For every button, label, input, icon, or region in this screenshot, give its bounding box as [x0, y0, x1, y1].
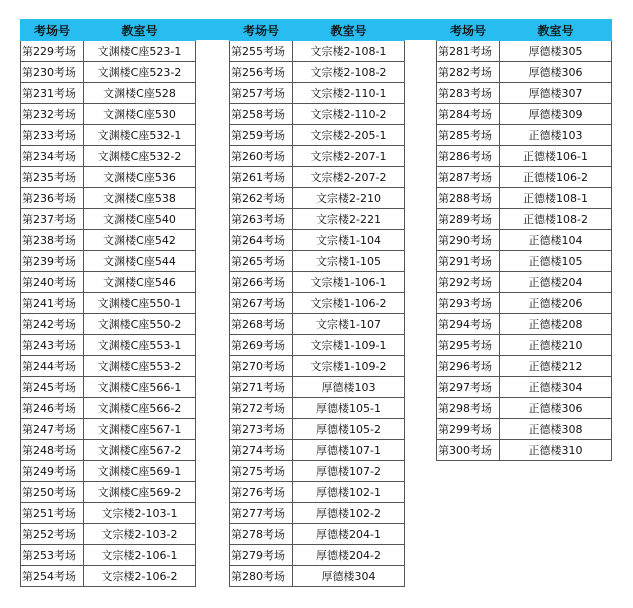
- exam-number-cell: 第258考场: [230, 104, 293, 125]
- table-row: [437, 146, 612, 167]
- classroom-cell: 文渊楼C座566-2: [84, 398, 196, 419]
- exam-number-cell: 第256考场: [230, 62, 293, 83]
- table-row: [21, 62, 196, 83]
- exam-number-cell: 第265考场: [230, 251, 293, 272]
- classroom-cell: 文渊楼C座569-1: [84, 461, 196, 482]
- table-row: [437, 188, 612, 209]
- classroom-cell: 文渊楼C座540: [84, 209, 196, 230]
- table-row: [21, 482, 196, 503]
- exam-number-cell: 第289考场: [437, 209, 500, 230]
- table-row: [437, 209, 612, 230]
- table-row: [230, 272, 405, 293]
- table-row: [21, 251, 196, 272]
- classroom-cell: 正德楼208: [500, 314, 612, 335]
- table-row: [21, 377, 196, 398]
- table-row: [230, 104, 405, 125]
- table-row: [21, 545, 196, 566]
- table-row: [230, 335, 405, 356]
- classroom-cell: 文宗楼1-109-2: [293, 356, 405, 377]
- exam-number-cell: 第283考场: [437, 83, 500, 104]
- exam-number-cell: 第245考场: [21, 377, 84, 398]
- exam-number-cell: 第298考场: [437, 398, 500, 419]
- classroom-cell: 文渊楼C座532-2: [84, 146, 196, 167]
- exam-number-cell: 第263考场: [230, 209, 293, 230]
- classroom-cell: 文宗楼2-110-2: [293, 104, 405, 125]
- table-row: [21, 146, 196, 167]
- exam-number-cell: 第278考场: [230, 524, 293, 545]
- classroom-cell: 文宗楼2-108-2: [293, 62, 405, 83]
- exam-number-cell: 第240考场: [21, 272, 84, 293]
- exam-number-cell: 第237考场: [21, 209, 84, 230]
- classroom-cell: 正德楼108-2: [500, 209, 612, 230]
- table-row: [230, 146, 405, 167]
- table-row: [21, 104, 196, 125]
- exam-number-cell: 第299考场: [437, 419, 500, 440]
- classroom-cell: 厚德楼305: [500, 41, 612, 62]
- classroom-cell: 厚德楼105-1: [293, 398, 405, 419]
- table-row: [230, 125, 405, 146]
- exam-number-cell: 第230考场: [21, 62, 84, 83]
- exam-number-cell: 第297考场: [437, 377, 500, 398]
- table-row: [21, 566, 196, 587]
- classroom-cell: 文渊楼C座553-1: [84, 335, 196, 356]
- exam-number-cell: 第250考场: [21, 482, 84, 503]
- table-row: [230, 461, 405, 482]
- exam-number-cell: 第248考场: [21, 440, 84, 461]
- classroom-cell: 文宗楼1-106-2: [293, 293, 405, 314]
- classroom-cell: 正德楼105: [500, 251, 612, 272]
- table-row: [437, 419, 612, 440]
- table-row: [437, 440, 612, 461]
- table-row: [437, 356, 612, 377]
- exam-number-cell: 第249考场: [21, 461, 84, 482]
- classroom-cell: 文渊楼C座528: [84, 83, 196, 104]
- table-row: [437, 377, 612, 398]
- exam-number-cell: 第268考场: [230, 314, 293, 335]
- classroom-cell: 文宗楼1-107: [293, 314, 405, 335]
- classroom-cell: 正德楼104: [500, 230, 612, 251]
- table-row: [21, 230, 196, 251]
- exam-number-cell: 第275考场: [230, 461, 293, 482]
- classroom-cell: 文渊楼C座536: [84, 167, 196, 188]
- header-exam-number: 考场号: [21, 20, 84, 41]
- classroom-cell: 文渊楼C座523-2: [84, 62, 196, 83]
- exam-number-cell: 第277考场: [230, 503, 293, 524]
- table-row: [230, 41, 405, 62]
- exam-number-cell: 第255考场: [230, 41, 293, 62]
- classroom-cell: 文宗楼2-205-1: [293, 125, 405, 146]
- classroom-cell: 厚德楼204-2: [293, 545, 405, 566]
- classroom-cell: 文宗楼1-105: [293, 251, 405, 272]
- exam-number-cell: 第235考场: [21, 167, 84, 188]
- classroom-cell: 厚德楼107-1: [293, 440, 405, 461]
- table-row: [230, 209, 405, 230]
- header-exam-number: 考场号: [230, 20, 293, 41]
- classroom-cell: 文宗楼2-221: [293, 209, 405, 230]
- classroom-cell: 正德楼206: [500, 293, 612, 314]
- classroom-cell: 厚德楼102-2: [293, 503, 405, 524]
- exam-number-cell: 第294考场: [437, 314, 500, 335]
- exam-number-cell: 第282考场: [437, 62, 500, 83]
- table-row: [437, 167, 612, 188]
- classroom-cell: 正德楼108-1: [500, 188, 612, 209]
- classroom-cell: 正德楼212: [500, 356, 612, 377]
- exam-number-cell: 第238考场: [21, 230, 84, 251]
- classroom-cell: 文宗楼1-109-1: [293, 335, 405, 356]
- exam-number-cell: 第239考场: [21, 251, 84, 272]
- exam-number-cell: 第247考场: [21, 419, 84, 440]
- classroom-cell: 文渊楼C座567-1: [84, 419, 196, 440]
- exam-number-cell: 第233考场: [21, 125, 84, 146]
- exam-number-cell: 第290考场: [437, 230, 500, 251]
- exam-number-cell: 第293考场: [437, 293, 500, 314]
- table-row: [230, 188, 405, 209]
- classroom-cell: 文渊楼C座523-1: [84, 41, 196, 62]
- table-row: [230, 419, 405, 440]
- table-row: [21, 125, 196, 146]
- classroom-cell: 文宗楼1-104: [293, 230, 405, 251]
- table-row: [437, 335, 612, 356]
- exam-number-cell: 第292考场: [437, 272, 500, 293]
- classroom-cell: 正德楼210: [500, 335, 612, 356]
- exam-number-cell: 第246考场: [21, 398, 84, 419]
- classroom-cell: 正德楼204: [500, 272, 612, 293]
- table-row: [437, 104, 612, 125]
- exam-number-cell: 第267考场: [230, 293, 293, 314]
- table-row: [230, 251, 405, 272]
- table-row: [437, 62, 612, 83]
- classroom-cell: 厚德楼309: [500, 104, 612, 125]
- classroom-cell: 文宗楼2-103-2: [84, 524, 196, 545]
- exam-number-cell: 第280考场: [230, 566, 293, 587]
- exam-number-cell: 第286考场: [437, 146, 500, 167]
- exam-number-cell: 第273考场: [230, 419, 293, 440]
- table-row: [21, 503, 196, 524]
- classroom-cell: 文渊楼C座538: [84, 188, 196, 209]
- exam-number-cell: 第253考场: [21, 545, 84, 566]
- classroom-cell: 厚德楼304: [293, 566, 405, 587]
- table-row: [437, 83, 612, 104]
- exam-number-cell: 第284考场: [437, 104, 500, 125]
- header-classroom: 教室号: [293, 20, 405, 41]
- table-row: [437, 251, 612, 272]
- table-row: [437, 314, 612, 335]
- table-row: [21, 314, 196, 335]
- table-row: [437, 293, 612, 314]
- classroom-cell: 厚德楼107-2: [293, 461, 405, 482]
- exam-number-cell: 第242考场: [21, 314, 84, 335]
- exam-room-table-1: [20, 19, 196, 587]
- exam-number-cell: 第269考场: [230, 335, 293, 356]
- classroom-cell: 文宗楼2-106-2: [84, 566, 196, 587]
- classroom-cell: 文渊楼C座566-1: [84, 377, 196, 398]
- table-row: [230, 314, 405, 335]
- exam-number-cell: 第257考场: [230, 83, 293, 104]
- classroom-cell: 文宗楼2-106-1: [84, 545, 196, 566]
- table-row: [21, 398, 196, 419]
- exam-number-cell: 第266考场: [230, 272, 293, 293]
- table-row: [21, 272, 196, 293]
- table-row: [437, 230, 612, 251]
- classroom-cell: 文渊楼C座550-1: [84, 293, 196, 314]
- table-row: [230, 398, 405, 419]
- classroom-cell: 正德楼106-2: [500, 167, 612, 188]
- exam-number-cell: 第288考场: [437, 188, 500, 209]
- exam-number-cell: 第300考场: [437, 440, 500, 461]
- classroom-cell: 厚德楼105-2: [293, 419, 405, 440]
- table-row: [230, 440, 405, 461]
- classroom-cell: 厚德楼103: [293, 377, 405, 398]
- exam-number-cell: 第296考场: [437, 356, 500, 377]
- exam-number-cell: 第285考场: [437, 125, 500, 146]
- classroom-cell: 文渊楼C座546: [84, 272, 196, 293]
- classroom-cell: 文宗楼2-110-1: [293, 83, 405, 104]
- classroom-cell: 正德楼106-1: [500, 146, 612, 167]
- exam-number-cell: 第259考场: [230, 125, 293, 146]
- classroom-cell: 正德楼103: [500, 125, 612, 146]
- exam-number-cell: 第271考场: [230, 377, 293, 398]
- classroom-cell: 文渊楼C座553-2: [84, 356, 196, 377]
- header-row: [21, 20, 196, 41]
- table-row: [230, 167, 405, 188]
- table-row: [230, 83, 405, 104]
- table-row: [21, 83, 196, 104]
- exam-number-cell: 第229考场: [21, 41, 84, 62]
- table-row: [21, 41, 196, 62]
- table-row: [230, 482, 405, 503]
- exam-number-cell: 第274考场: [230, 440, 293, 461]
- table-row: [230, 503, 405, 524]
- table-row: [21, 293, 196, 314]
- table-row: [230, 566, 405, 587]
- exam-number-cell: 第279考场: [230, 545, 293, 566]
- classroom-cell: 文渊楼C座569-2: [84, 482, 196, 503]
- classroom-cell: 文宗楼1-106-1: [293, 272, 405, 293]
- exam-number-cell: 第236考场: [21, 188, 84, 209]
- header-row: [230, 20, 405, 41]
- classroom-cell: 文渊楼C座567-2: [84, 440, 196, 461]
- exam-number-cell: 第232考场: [21, 104, 84, 125]
- exam-number-cell: 第261考场: [230, 167, 293, 188]
- header-exam-number: 考场号: [437, 20, 500, 41]
- exam-number-cell: 第251考场: [21, 503, 84, 524]
- table-row: [21, 419, 196, 440]
- exam-number-cell: 第270考场: [230, 356, 293, 377]
- header-classroom: 教室号: [84, 20, 196, 41]
- exam-number-cell: 第254考场: [21, 566, 84, 587]
- table-row: [21, 356, 196, 377]
- table-row: [21, 167, 196, 188]
- table-row: [21, 440, 196, 461]
- classroom-cell: 正德楼304: [500, 377, 612, 398]
- table-row: [230, 356, 405, 377]
- exam-room-table-2: [229, 19, 405, 587]
- classroom-cell: 文宗楼2-207-1: [293, 146, 405, 167]
- classroom-cell: 文宗楼2-207-2: [293, 167, 405, 188]
- exam-number-cell: 第291考场: [437, 251, 500, 272]
- exam-number-cell: 第295考场: [437, 335, 500, 356]
- classroom-cell: 文宗楼2-108-1: [293, 41, 405, 62]
- classroom-cell: 文渊楼C座544: [84, 251, 196, 272]
- exam-number-cell: 第287考场: [437, 167, 500, 188]
- classroom-cell: 厚德楼306: [500, 62, 612, 83]
- table-row: [21, 335, 196, 356]
- classroom-cell: 厚德楼204-1: [293, 524, 405, 545]
- classroom-cell: 厚德楼102-1: [293, 482, 405, 503]
- header-classroom: 教室号: [500, 20, 612, 41]
- table-row: [437, 398, 612, 419]
- exam-number-cell: 第243考场: [21, 335, 84, 356]
- header-row: [437, 20, 612, 41]
- table-row: [230, 524, 405, 545]
- exam-number-cell: 第262考场: [230, 188, 293, 209]
- table-row: [21, 209, 196, 230]
- classroom-cell: 文宗楼2-210: [293, 188, 405, 209]
- classroom-cell: 厚德楼307: [500, 83, 612, 104]
- table-row: [230, 230, 405, 251]
- exam-number-cell: 第244考场: [21, 356, 84, 377]
- classroom-cell: 正德楼306: [500, 398, 612, 419]
- exam-number-cell: 第264考场: [230, 230, 293, 251]
- exam-number-cell: 第260考场: [230, 146, 293, 167]
- table-row: [437, 41, 612, 62]
- classroom-cell: 正德楼308: [500, 419, 612, 440]
- exam-number-cell: 第234考场: [21, 146, 84, 167]
- exam-number-cell: 第231考场: [21, 83, 84, 104]
- exam-number-cell: 第241考场: [21, 293, 84, 314]
- table-row: [230, 293, 405, 314]
- classroom-cell: 文渊楼C座530: [84, 104, 196, 125]
- exam-number-cell: 第281考场: [437, 41, 500, 62]
- table-row: [21, 461, 196, 482]
- table-row: [230, 62, 405, 83]
- table-row: [230, 545, 405, 566]
- table-row: [21, 524, 196, 545]
- exam-number-cell: 第252考场: [21, 524, 84, 545]
- table-row: [21, 188, 196, 209]
- classroom-cell: 文渊楼C座532-1: [84, 125, 196, 146]
- exam-number-cell: 第276考场: [230, 482, 293, 503]
- exam-room-table-3: [436, 19, 612, 461]
- table-row: [437, 272, 612, 293]
- table-row: [230, 377, 405, 398]
- classroom-cell: 文渊楼C座542: [84, 230, 196, 251]
- classroom-cell: 文宗楼2-103-1: [84, 503, 196, 524]
- classroom-cell: 正德楼310: [500, 440, 612, 461]
- classroom-cell: 文渊楼C座550-2: [84, 314, 196, 335]
- table-row: [437, 125, 612, 146]
- exam-number-cell: 第272考场: [230, 398, 293, 419]
